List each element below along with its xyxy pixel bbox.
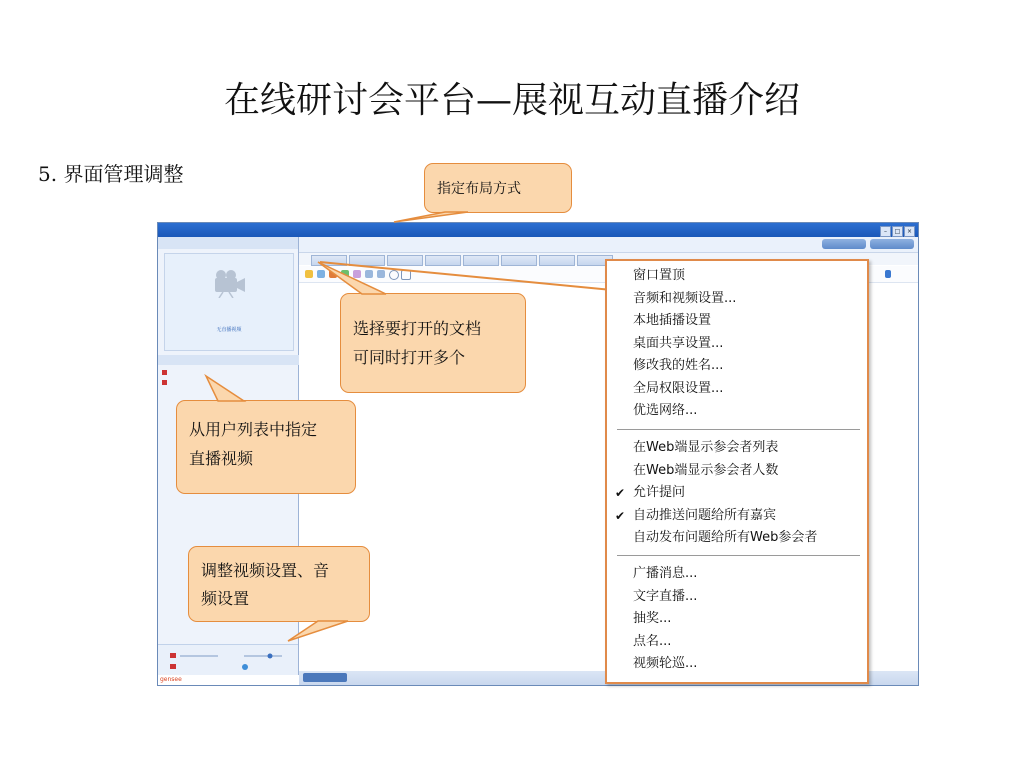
- menu-item[interactable]: [633, 265, 685, 287]
- menu-item[interactable]: [633, 355, 723, 377]
- menu-item[interactable]: [633, 586, 697, 608]
- menu-item-label: 文字直播...: [633, 588, 698, 604]
- menu-item-label: 视频轮巡...: [633, 656, 698, 671]
- menu-item[interactable]: [633, 310, 711, 332]
- pointer-layout: [394, 212, 468, 222]
- menu-item-label: 桌面共享设置...: [633, 335, 724, 351]
- menu-item-label: 在Web端显示参会者人数: [633, 462, 779, 478]
- menu-item-label: 窗口置顶: [633, 268, 686, 283]
- menu-separator: [617, 555, 860, 556]
- maximize-icon[interactable]: □: [892, 226, 903, 237]
- menu-item[interactable]: [633, 608, 671, 630]
- menu-item[interactable]: [633, 378, 723, 400]
- pointer-user-list: [206, 376, 244, 401]
- menu-item-label: 全局权限设置...: [633, 380, 724, 396]
- menu-item-label: 修改我的姓名...: [633, 358, 724, 373]
- callout-text: 指定布局方式: [437, 181, 521, 197]
- settings-menu: [605, 259, 869, 684]
- menu-item-label: 在Web端显示参会者列表: [633, 440, 779, 455]
- menu-item-label: 抽奖...: [633, 611, 672, 626]
- menu-item-label: 音频和视频设置...: [633, 290, 737, 306]
- callout-text: 选择要打开的文档: [353, 319, 482, 338]
- menu-item-label: 自动推送问题给所有嘉宾: [633, 507, 777, 523]
- menu-item[interactable]: [633, 288, 736, 310]
- menu-item[interactable]: [615, 482, 686, 504]
- menu-item[interactable]: [633, 400, 697, 422]
- callout-text: 从用户列表中指定: [189, 420, 318, 439]
- menu-item[interactable]: [633, 527, 817, 549]
- menu-item-label: 点名...: [633, 633, 672, 649]
- callout-text: 调整视频设置、音: [201, 561, 330, 580]
- checkmark-icon: ✔: [615, 486, 626, 500]
- menu-item[interactable]: [633, 563, 697, 585]
- menu-item-label: 广播消息...: [633, 566, 698, 581]
- menu-item-label: 自动发布问题给所有Web参会者: [633, 530, 818, 545]
- menu-item[interactable]: [633, 333, 723, 355]
- menu-item-label: 允许提问: [633, 485, 686, 500]
- video-placeholder-label: 无直播视频: [216, 327, 242, 333]
- menu-item-label: 优选网络...: [633, 403, 698, 418]
- callout-text: 直播视频: [189, 449, 254, 468]
- callout-text: 频设置: [201, 589, 250, 608]
- checkmark-icon: ✔: [615, 508, 626, 523]
- menu-item[interactable]: [633, 631, 671, 653]
- pointer-av-settings: [288, 621, 348, 641]
- menu-separator: [617, 429, 860, 430]
- minimize-icon[interactable]: –: [880, 226, 891, 237]
- menu-item[interactable]: [633, 653, 697, 675]
- menu-item[interactable]: [615, 505, 777, 527]
- menu-item[interactable]: [633, 437, 778, 459]
- close-icon[interactable]: ×: [904, 226, 915, 237]
- menu-item-label: 本地插播设置: [633, 313, 712, 328]
- menu-item[interactable]: [633, 460, 778, 482]
- brand-logo: gensee: [158, 675, 300, 685]
- slide-title: 在线研讨会平台—展视互动直播介绍: [223, 80, 800, 121]
- section-heading: 5. 界面管理调整: [38, 162, 184, 186]
- callout-text: 可同时打开多个: [353, 348, 466, 367]
